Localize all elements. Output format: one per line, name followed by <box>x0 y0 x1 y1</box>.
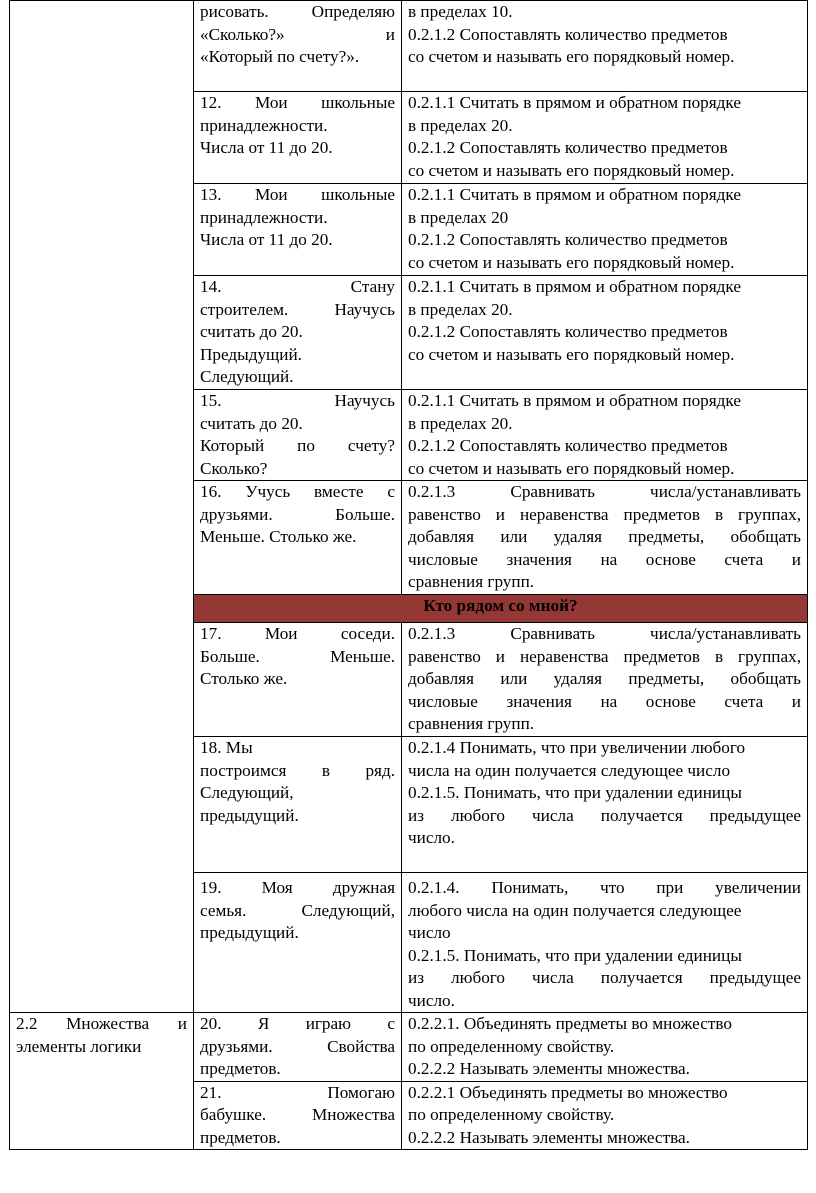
result-line: числовые значения на основе счета и <box>408 549 801 569</box>
result-line: равенство и неравенства предметов в группах, <box>408 646 801 666</box>
result-line: добавляя или удаляя предметы, обобщать <box>408 527 801 546</box>
topic-line: предыдущий. <box>200 805 299 825</box>
topic-line: Меньше. Столько же. <box>200 527 357 546</box>
topic-cell <box>194 623 402 737</box>
topic-line: Столько же. <box>200 669 288 688</box>
result-line: в пределах 20. <box>408 413 513 433</box>
result-line: 0.2.1.2 Сопоставлять количество предметов <box>408 322 728 341</box>
result-line: 0.2.1.1 Считать в прямом и обратном порядке <box>408 185 741 204</box>
table-row <box>10 1013 808 1082</box>
result-line: 0.2.1.2 Сопоставлять количество предметов <box>408 24 728 44</box>
results-cell <box>402 623 808 737</box>
topic-line: семья. Следующий, <box>200 900 395 920</box>
result-line: 0.2.1.1 Считать в прямом и обратном порядке <box>408 391 741 410</box>
topic-line: друзьями. Свойства <box>200 1036 395 1056</box>
result-line: 0.2.1.3 Сравнивать числа/устанавливать <box>408 624 801 643</box>
result-line: сравнения групп. <box>408 714 535 733</box>
topic-cell <box>194 873 402 1013</box>
result-line: 0.2.1.2 Сопоставлять количество предметов <box>408 138 728 157</box>
topic-line: построимся в ряд. <box>200 760 395 780</box>
result-line: 0.2.1.1 Считать в прямом и обратном порядке <box>408 277 741 296</box>
topic-line: «Сколько?» и <box>200 24 395 44</box>
results-cell <box>402 481 808 595</box>
topic-line: 15. Научусь <box>200 391 395 410</box>
result-line: со счетом и называть его порядковый номер. <box>408 160 735 180</box>
result-line: по определенному свойству. <box>408 1036 615 1056</box>
result-line: со счетом и называть его порядковый номер. <box>408 458 735 478</box>
result-line: 0.2.2.1. Объединять предметы во множество <box>408 1014 732 1033</box>
topic-line: 19. Моя дружная <box>200 878 395 897</box>
result-line: 0.2.2.1 Объединять предметы во множество <box>408 1082 728 1102</box>
topic-line: Больше. Меньше. <box>200 646 395 666</box>
results-cell <box>402 92 808 184</box>
topic-cell <box>194 1 402 92</box>
topic-line: 12. Мои школьные <box>200 93 395 112</box>
result-line: 0.2.1.2 Сопоставлять количество предметов <box>408 436 728 455</box>
section-cell <box>10 1 194 1013</box>
result-line: 0.2.2.2 Называть элементы множества. <box>408 1127 690 1147</box>
result-line: со счетом и называть его порядковый номер. <box>408 252 735 272</box>
result-line: со счетом и называть его порядковый номер. <box>408 47 735 66</box>
topic-cell <box>194 1081 402 1150</box>
result-line: в пределах 20 <box>408 207 509 227</box>
result-line: 0.2.1.5. Понимать, что при удалении единицы <box>408 783 742 802</box>
result-line: 0.2.1.4. Понимать, что при увеличении <box>408 878 801 897</box>
result-line: сравнения групп. <box>408 572 535 591</box>
result-line: 0.2.1.3 Сравнивать числа/устанавливать <box>408 482 801 501</box>
result-line: число. <box>408 828 455 847</box>
result-line: любого числа на один получается следующее <box>408 900 742 920</box>
results-cell <box>402 1 808 92</box>
result-line: число. <box>408 990 455 1010</box>
topic-line: рисовать. Определяю <box>200 2 395 21</box>
topic-line: 21. Помогаю <box>200 1082 395 1102</box>
topic-line: принадлежности. <box>200 115 328 135</box>
unit-cell <box>10 1013 194 1150</box>
topic-line: считать до 20. <box>200 413 303 433</box>
topic-line: 16. Учусь вместе с <box>200 482 395 501</box>
topic-line: считать до 20. <box>200 322 303 341</box>
topic-line: 13. Мои школьные <box>200 185 395 204</box>
topic-line: 20. Я играю с <box>200 1014 395 1033</box>
table-row <box>10 1 808 92</box>
result-line: в пределах 20. <box>408 299 513 319</box>
result-line: в пределах 20. <box>408 115 513 135</box>
result-line: из любого числа получается предыдущее <box>408 968 801 987</box>
topic-line: Числа от 11 до 20. <box>200 138 333 157</box>
topic-line: друзьями. Больше. <box>200 504 395 524</box>
topic-line: Следующий. <box>200 367 294 386</box>
results-cell <box>402 390 808 481</box>
topic-line: строителем. Научусь <box>200 299 395 319</box>
topic-cell <box>194 390 402 481</box>
topic-line: Следующий, <box>200 783 294 802</box>
result-line: со счетом и называть его порядковый номер. <box>408 344 735 364</box>
results-cell <box>402 276 808 390</box>
topic-line: 18. Мы <box>200 738 253 757</box>
topic-cell <box>194 184 402 276</box>
topic-line: 17. Мои соседи. <box>200 624 395 643</box>
topic-cell <box>194 276 402 390</box>
topic-line: предметов. <box>200 1059 281 1078</box>
results-cell <box>402 737 808 873</box>
curriculum-table <box>9 0 808 1150</box>
result-line: 0.2.1.2 Сопоставлять количество предметов <box>408 230 728 249</box>
topic-cell <box>194 481 402 595</box>
topic-line: Числа от 11 до 20. <box>200 230 333 249</box>
topic-cell <box>194 737 402 873</box>
topic-line: предметов. <box>200 1127 281 1147</box>
results-cell <box>402 873 808 1013</box>
topic-line: Который по счету? <box>200 436 395 455</box>
results-cell <box>402 1013 808 1082</box>
topic-line: 14. Стану <box>200 277 395 296</box>
result-line: 0.2.2.2 Называть элементы множества. <box>408 1059 690 1078</box>
topic-line: предыдущий. <box>200 923 299 942</box>
result-line: 0.2.1.5. Понимать, что при удалении единицы <box>408 945 742 965</box>
unit-title-line: элементы логики <box>16 1036 142 1056</box>
topic-line: бабушке. Множества <box>200 1105 395 1124</box>
topic-cell <box>194 1013 402 1082</box>
section-heading: Кто рядом со мной? <box>194 595 808 623</box>
unit-title-line: 2.2 Множества и <box>16 1014 187 1033</box>
result-line: из любого числа получается предыдущее <box>408 805 801 825</box>
topic-line: принадлежности. <box>200 207 328 227</box>
topic-line: Сколько? <box>200 458 268 478</box>
results-cell <box>402 1081 808 1150</box>
topic-cell <box>194 92 402 184</box>
result-line: 0.2.1.4 Понимать, что при увеличении любого <box>408 738 746 757</box>
result-line: числа на один получается следующее число <box>408 760 731 780</box>
topic-line: «Который по счету?». <box>200 47 360 66</box>
result-line: добавляя или удаляя предметы, обобщать <box>408 669 801 688</box>
results-cell <box>402 184 808 276</box>
result-line: равенство и неравенства предметов в группах, <box>408 504 801 524</box>
result-line: 0.2.1.1 Считать в прямом и обратном порядке <box>408 93 741 112</box>
result-line: по определенному свойству. <box>408 1105 615 1124</box>
result-line: число <box>408 923 451 942</box>
result-line: числовые значения на основе счета и <box>408 691 801 711</box>
topic-line: Предыдущий. <box>200 344 302 364</box>
result-line: в пределах 10. <box>408 2 513 21</box>
